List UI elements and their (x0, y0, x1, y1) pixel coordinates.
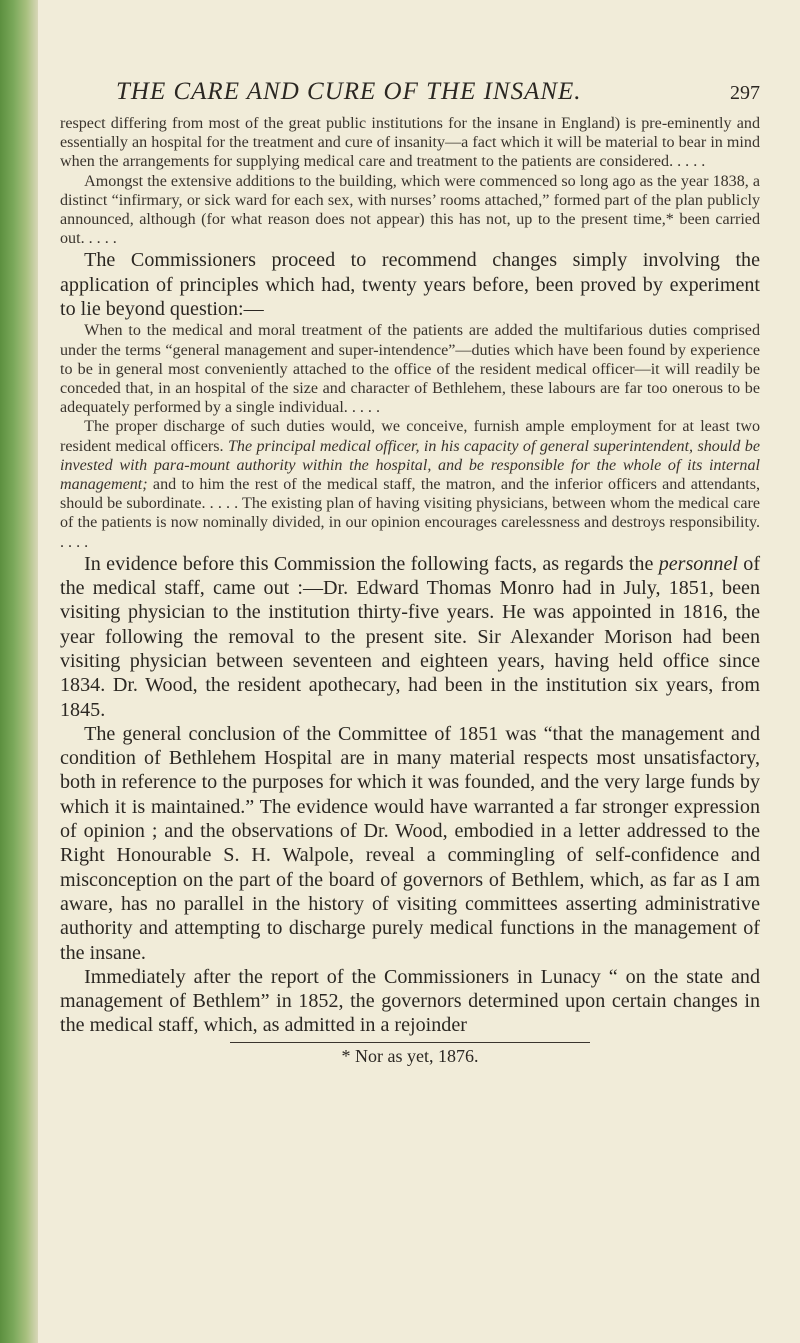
footnote: * Nor as yet, 1876. (341, 1045, 479, 1066)
text-run: The proper discharge of such duties would, we conceive, furnish ample employment for at least two resident medical officers. (60, 418, 760, 455)
page-number: 297 (730, 82, 760, 104)
running-header (60, 78, 760, 112)
paragraph: The Commissioners proceed to recommend changes simply involving the application of principles which had, twenty years before, been proved by experiment to lie beyond question:— (60, 249, 760, 321)
paragraph: The general conclusion of the Committee of 1851 was “that the management and condition of Bethlehem Hospital are in many material respects most unsatisfactory, both in reference to the purposes for which it was founded, and the very large funds by which it is maintained.” The evidence would have warranted a far stronger expression of opinion ; and the observations of Dr. Wood, embodied in a letter addressed to the Right Honourable S. H. Walpole, reveal a commingling of self-confidence and misconception on the part of the board of governors of Bethlem, which, as far as I am aware, has no parallel in the history of visiting committees asserting administrative authority and attempting to discharge purely medical functions in the management of the insane. (60, 722, 760, 964)
book-page (60, 78, 760, 1067)
body-block-1 (60, 248, 760, 321)
paragraph (60, 552, 760, 722)
italic-text-run: personnel (658, 552, 738, 575)
text-run: and to him the rest of the medical staff, the matron, and the inferior officers and attendants, should be subordinate. . . . . The existing plan of having visiting physicians, between whom the medical care of the patients is now nominally divided, in our opinion encourages carelessness and destroys responsibility. . . . . (60, 475, 760, 551)
paragraph: Immediately after the report of the Commissioners in Lunacy “ on the state and management of Bethlem” in 1852, the governors determined upon certain changes in the medical staff, which, as admitted in a rejoinder (60, 965, 760, 1037)
book-binding-edge (0, 0, 38, 1343)
paragraph: respect differing from most of the great public institutions for the insane in England) is pre-eminently and essentially an hospital for the treatment and cure of insanity—a fact which it will be material to bear in mind when the arrangements for supplying medical care and treatment to the patients are considered. . . . . (60, 115, 760, 171)
running-title: THE CARE AND CURE OF THE INSANE. (116, 78, 582, 105)
text-run: In evidence before this Commission the following facts, as regards the (84, 552, 659, 575)
paragraph (60, 417, 760, 551)
italic-text-run: The principal medical officer, in his capacity of general superintendent, should be invested with para-mount authority within the hospital, and be responsible for the whole of its internal management; (60, 437, 760, 493)
body-block-2 (60, 552, 760, 1038)
paragraph: Amongst the extensive additions to the building, which were commenced so long ago as the year 1838, a distinct “infirmary, or sick ward for each sex, with nurses’ rooms attached,” formed part of the plan publicly announced, although (for what reason does not appear) this has not, up to the present time,* been carried out. . . . . (60, 172, 760, 248)
footnote-rule (230, 1042, 590, 1043)
quoted-block-2 (60, 321, 760, 551)
quoted-block-1 (60, 114, 760, 248)
paragraph: When to the medical and moral treatment of the patients are added the multifarious duties comprised under the terms “general management and super-intendence”—duties which have been found by experience to be in general most conveniently attached to the office of the resident medical officer—it will readily be conceded that, in an hospital of the size and character of Bethlehem, these labours are far too onerous to be adequately performed by a single individual. . . . . (60, 322, 760, 417)
text-run: of the medical staff, came out :—Dr. Edward Thomas Monro had in July, 1851, been visiting physician to the institution thirty-five years. He was appointed in 1816, the year following the removal to the present site. Sir Alexander Morison had been visiting physician between seventeen and eighteen years, having held office since 1834. Dr. Wood, the resident apothecary, had been in the institution six years, from 1845. (60, 552, 761, 721)
